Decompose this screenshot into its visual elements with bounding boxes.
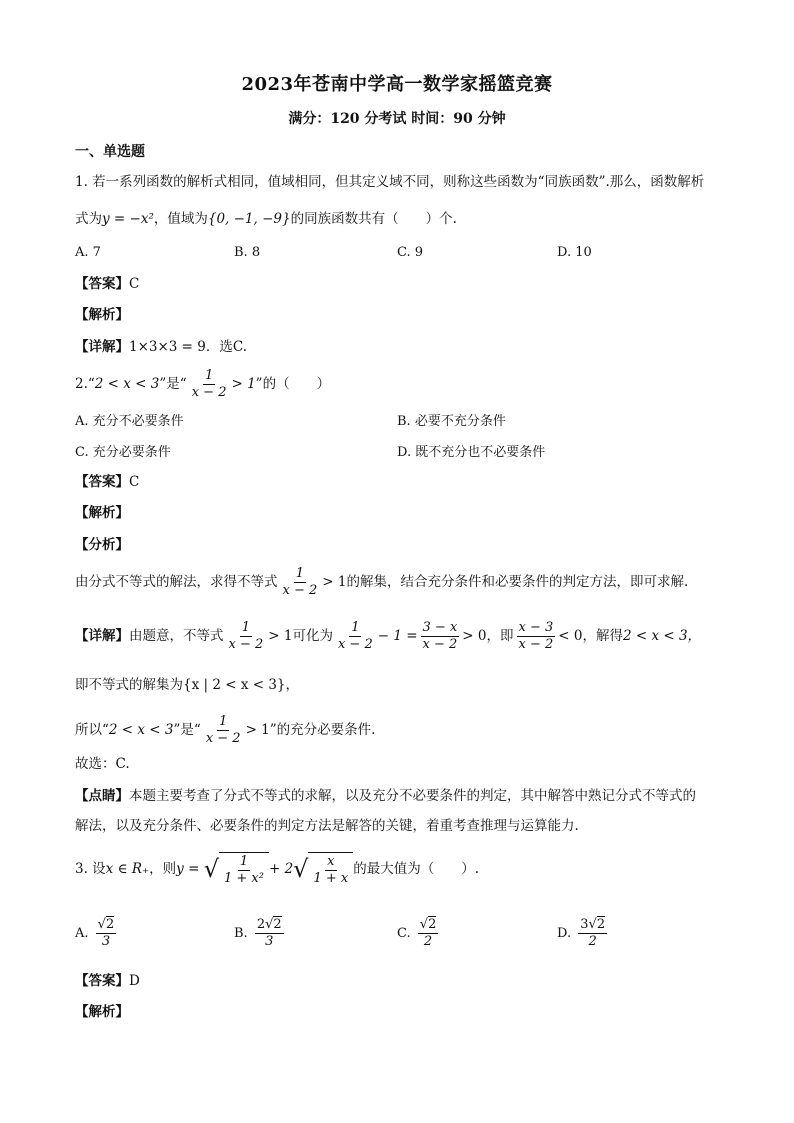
q3-sqrt-2: √ $\frac{x}{1 + x}$ <box>293 852 353 887</box>
q1-option-d[interactable]: D. 10 <box>557 245 592 260</box>
q3-sqrt-1: √ $\frac{1}{\text{1 + x²}}$ <box>204 852 269 887</box>
q3-answer: 【答案】D <box>75 973 140 989</box>
q2-option-d[interactable]: D. 既不充分也不必要条件 <box>397 445 546 460</box>
q1-stem-line2: 式为y = −x²，值域为{0, −1, −9}的同族函数共有（ ）个. <box>75 211 457 227</box>
q3-stem: 3. 设x ∈ R₊，则y = √ $\frac{1}{\text{1 + x²}}$ + 2 √ $\frac{x}{1 + x}$ 的最大值为（ ）. <box>75 854 480 886</box>
q2-comment-line1: 【点睛】本题主要考查了分式不等式的求解，以及充分不必要条件的判定，其中解答中熟记分式不等式的 <box>75 788 696 804</box>
q3-option-c[interactable]: C. $\frac{√2}{2}$ <box>397 917 437 949</box>
q2-stem-fraction: $\frac{1}{x - 2}$ <box>191 368 227 400</box>
q2-choose: 故选：C. <box>75 756 130 772</box>
q1-option-a[interactable]: A. 7 <box>75 245 101 260</box>
q2-option-c[interactable]: C. 充分必要条件 <box>75 445 171 460</box>
q1-stem-line1: 1. 若一系列函数的解析式相同，值域相同，但其定义域不同，则称这些函数为“同族函数”.那么，函数解析 <box>75 174 705 190</box>
q3-option-a[interactable]: A. $\frac{√2}{3}$ <box>75 917 115 949</box>
q1-answer: 【答案】C <box>75 276 140 292</box>
q2-comment-line2: 解法，以及充分条件、必要条件的判定方法是解答的关键，着重考查推理与运算能力. <box>75 818 579 834</box>
q2-option-a[interactable]: A. 充分不必要条件 <box>75 414 184 429</box>
section-heading: 一、单选题 <box>75 144 145 160</box>
q2-stem: 2.“2 < x < 3”是“ $\frac{1}{x - 2}$ > 1”的（ ） <box>75 368 331 400</box>
q1-function: y = −x² <box>102 211 154 227</box>
q3-analysis-tag: 【解析】 <box>75 1004 129 1020</box>
page-subtitle: 满分：120 分考试 时间：90 分钟 <box>288 111 506 127</box>
q2-fenxi-tag: 【分析】 <box>75 537 129 553</box>
page-title: 2023年苍南中学高一数学家摇篮竞赛 <box>241 74 553 95</box>
q2-answer: 【答案】C <box>75 474 140 490</box>
q2-option-b[interactable]: B. 必要不充分条件 <box>397 414 506 429</box>
q2-detail: 【详解】由题意，不等式 $\frac{1}{x - 2}$ > 1可化为 $\frac{1}{x - 2}$ − 1 = $\frac{3 - x}{x - 2}$ > 0，即 $\frac{x - 3}{x - 2}$ < 0，解得2 < x < 3， <box>75 620 702 652</box>
q3-option-b[interactable]: B. $\frac{2√2}{3}$ <box>234 917 282 949</box>
q1-range-set: {0, −1, −9} <box>207 211 291 227</box>
q2-conclusion: 所以“2 < x < 3”是“ $\frac{1}{x - 2}$ > 1”的充分必要条件. <box>75 714 376 746</box>
q1-option-b[interactable]: B. 8 <box>234 245 261 260</box>
q1-detail: 【详解】1×3×3 = 9．选C. <box>75 339 248 355</box>
q2-analysis-tag: 【解析】 <box>75 505 129 521</box>
q2-solution-set: 即不等式的解集为{x | 2 < x < 3}， <box>75 677 300 693</box>
q3-option-d[interactable]: D. $\frac{3√2}{2}$ <box>557 917 606 949</box>
q1-analysis-tag: 【解析】 <box>75 307 129 323</box>
q1-option-c[interactable]: C. 9 <box>397 245 424 260</box>
q2-fenxi: 由分式不等式的解法，求得不等式 $\frac{1}{x - 2}$ > 1的解集，结合充分条件和必要条件的判定方法，即可求解. <box>75 566 689 598</box>
